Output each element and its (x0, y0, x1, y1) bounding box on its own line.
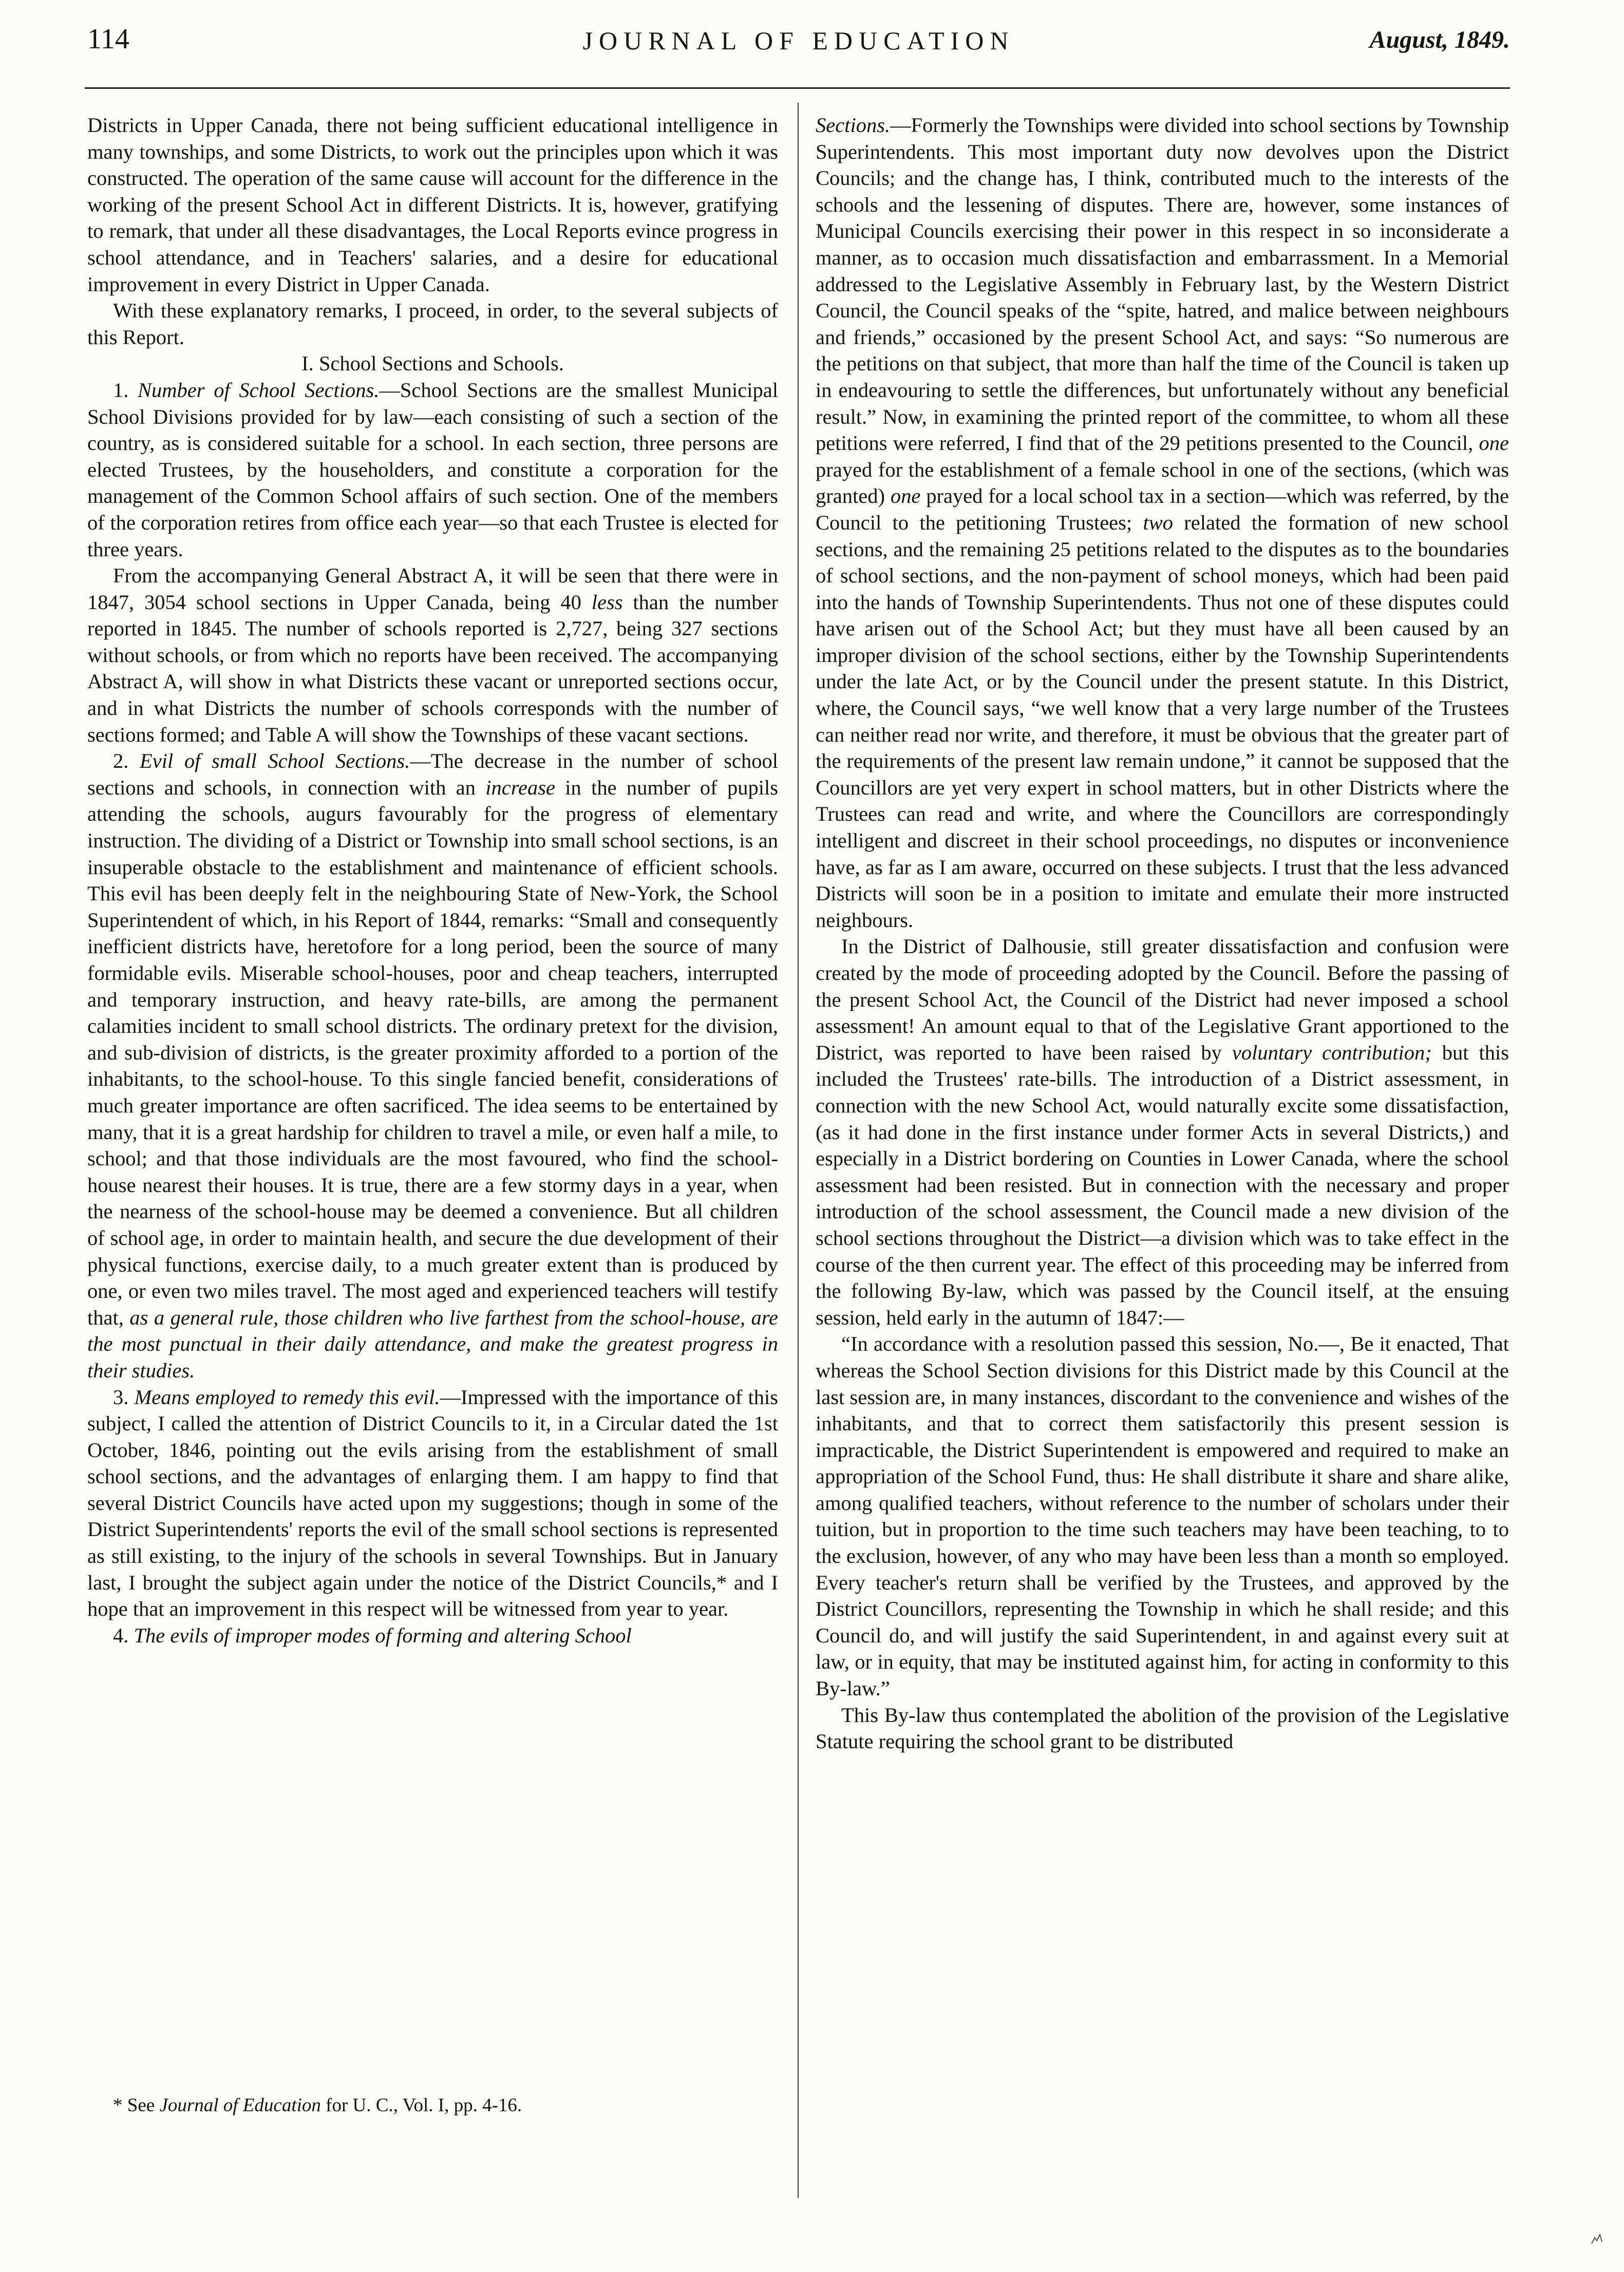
column-divider (798, 103, 799, 2198)
scan-speck-icon (1590, 2231, 1604, 2246)
paragraph: With these explanatory remarks, I proceed, in order, to the several subjects of this Report. (87, 299, 778, 349)
subsection-heading: Sections. (816, 113, 891, 137)
by-law-quote: “In accordance with a resolution passed this session, No.—, Be it enacted, That whereas the School Section divisions for this District made by this Council at the last session are, in many instances, discordant to the convenience and wishes of the inhabitants, and that to correct them satisfactorily this present session is impracticable, the District Superintendent is empowered and required to make an appropriation of the School Fund, thus: He shall distribute it share and share alike, among qualified teachers, without reference to the number of scholars under their tuition, but in proportion to the time such teachers may have been teaching, to to the exclusion, however, of any who may have been less than a month so employed. Every teacher's return shall be verified by the Trustees, and approved by the District Councillors, representing the Township in which he shall reside; and this Council do, and will justify the said Superintendent, in and against every suit at law, or in equity, that may be instituted against him, for acting in conformity to this By-law.” (816, 1332, 1509, 1700)
header-rule (85, 87, 1510, 89)
paragraph: From the accompanying General Abstract A, it will be seen that there were in 1847, 3054 school sections in Upper Canada, being 40 less than the number reported in 1845. The number of schools reported is 2,727, being 327 sections without schools, or from which no reports have been received. The accompanying Abstract A, will show in what Districts these vacant or unreported sections occur, and in what Districts the number of schools corresponds with the number of sections formed; and Table A will show the Townships of these vacant sections. (87, 564, 779, 746)
subsection-heading: Means employed to remedy this evil. (134, 1385, 440, 1409)
left-column (87, 112, 778, 1649)
issue-date: August, 1849. (1369, 26, 1510, 53)
subsection-heading: The evils of improper modes of forming and altering School (134, 1623, 632, 1647)
page-header (87, 23, 1510, 69)
paragraph: 4. The evils of improper modes of forming and altering School (113, 1623, 632, 1647)
paragraph: This By-law thus contemplated the abolition of the provision of the Legislative Statute requiring the school grant to be distributed (816, 1703, 1509, 1753)
paragraph: 2. Evil of small School Sections.—The decrease in the number of school sections and schools, in connection with an increase in the number of pupils attending the schools, augurs favourably for the progress of elementary instruction. The dividing of a District or Township into small school sections, is an insuperable obstacle to the establishment and maintenance of efficient schools. This evil has been deeply felt in the neighbouring State of New-York, the School Superintendent of which, in his Report of 1844, remarks: “Small and consequently inefficient districts have, heretofore for a long period, been the source of many formidable evils. Miserable school-houses, poor and cheap teachers, interrupted and temporary instruction, and heavy rate-bills, are among the permanent calamities incident to small school districts. The ordinary pretext for the division, and sub-division of districts, is the greater proximity afforded to a portion of the inhabitants, to the school-house. To this single fancied benefit, considerations of much greater importance are often sacrificed. The idea seems to be entertained by many, that it is a great hardship for children to travel a mile, or even half a mile, to school; and that those individuals are the most favoured, who find the school-house nearest their houses. It is true, there are a few stormy days in a year, when the nearness of the school-house may be deemed a convenience. But all children of school age, in order to maintain health, and secure the due development of their physical functions, exercise daily, to a much greater extent than is produced by one, or even two miles travel. The most aged and experienced teachers will testify that, as a general rule, those children who live farthest from the school-house, are the most punctual in their daily attendance, and make the greatest progress in their studies. (87, 749, 779, 1382)
paragraph: Sections.—Formerly the Townships were divided into school sections by Township Superintendents. This most important duty now devolves upon the District Councils; and the change has, I think, contributed much to the interests of the schools and the lessening of disputes. There are, however, some instances of Municipal Councils exercising their power in this respect in so inconsiderate a manner, as to occasion much dissatisfaction and embarrassment. In a Memorial addressed to the Legislative Assembly in February last, by the Western District Council, the Council speaks of the “spite, hatred, and malice between neighbours and friends,” occasioned by the present School Act, and says: “So numerous are the petitions on that subject, that more than half the time of the Council is taken up in endeavouring to settle the differences, but unfortunately without any beneficial result.” Now, in examining the printed report of the committee, to whom all these petitions were referred, I find that of the 29 petitions presented to the Council, one prayed for the establishment of a female school in one of the sections, (which was granted) one prayed for a local school tax in a section—which was referred, by the Council to the petitioning Trustees; two related the formation of new school sections, and the remaining 25 petitions related to the disputes as to the boundaries of school sections, and the non-payment of school moneys, which had been paid into the hands of Township Superintendents. Thus not one of these disputes could have arisen out of the School Act; but they must have all been caused by an improper division of the school sections, either by the Township Superintendents under the late Act, or by the Council under the present statute. In this District, where, the Council says, “we well know that a very large number of the Trustees can neither read nor write, and therefore, it must be obvious that the greater part of the requirements of the present law remain undone,” it cannot be supposed that the Councillors are yet very expert in school matters, but in other Districts where the Trustees can read and write, and where the Councillors are correspondingly intelligent and discreet in their school proceedings, no disputes or inconvenience have, as far as I am aware, occurred on these subjects. I trust that the less advanced Districts will soon be in a position to imitate and emulate their more instructed neighbours. (816, 113, 1509, 932)
right-column (816, 112, 1509, 1755)
paragraph: 3. Means employed to remedy this evil.—Impressed with the importance of this subject, I called the attention of District Councils to it, in a Circular dated the 1st October, 1846, pointing out the evils arising from the establishment of small school sections, and the advantages of enlarging them. I am happy to find that several District Councils have acted upon my suggestions; though in some of the District Superintendents' reports the evil of the small school sections is represented as still existing, to the injury of the schools in several Townships. But in January last, I brought the subject again under the notice of the District Councils,* and I hope that an improvement in this respect will be witnessed from year to year. (87, 1385, 779, 1621)
section-heading: I. School Sections and Schools. (301, 352, 564, 375)
paragraph: In the District of Dalhousie, still greater dissatisfaction and confusion were created by the mode of proceeding adopted by the Council. Before the passing of the present School Act, the Council of the District had never imposed a school assessment! An amount equal to that of the Legislative Grant apportioned to the District, was reported to have been raised by voluntary contribution; but this included the Trustees' rate-bills. The introduction of a District assessment, in connection with the new School Act, would naturally excite some dissatisfaction, (as it had done in the first instance under former Acts in several Districts,) and especially in a District bordering on Counties in Lower Canada, where the school assessment had been resisted. But in connection with the necessary and proper introduction of the school assessment, the Council made a new division of the school sections throughout the District—a division which was to take effect in the course of the then current year. The effect of this proceeding may be inferred from the following By-law, which was passed by the Council itself, at the ensuing session, held early in the autumn of 1847:— (816, 935, 1509, 1329)
journal-title: JOURNAL OF EDUCATION (582, 26, 1015, 55)
page-number: 114 (87, 23, 129, 55)
subsection-heading: Number of School Sections. (138, 378, 380, 402)
paragraph: 1. Number of School Sections.—School Sections are the smallest Municipal School Divisions provided for by law—each consisting of such a section of the country, as is considered suitable for a school. In each section, three persons are elected Trustees, by the householders, and constitute a corporation for the management of the Common School affairs of such section. One of the members of the corporation retires from office each year—so that each Trustee is elected for three years. (87, 378, 778, 561)
footnote: * See Journal of Education for U. C., Vol. I, pp. 4-16. (113, 2095, 522, 2116)
paragraph: Districts in Upper Canada, there not being sufficient educational intelligence in many townships, and some Districts, to work out the principles upon which it was constructed. The operation of the same cause will account for the difference in the working of the present School Act in different Districts. It is, however, gratifying to remark, that under all these disadvantages, the Local Reports evince progress in school attendance, and in Teachers' salaries, and a desire for educational improvement in every District in Upper Canada. (87, 113, 778, 296)
subsection-heading: Evil of small School Sections. (140, 749, 410, 773)
